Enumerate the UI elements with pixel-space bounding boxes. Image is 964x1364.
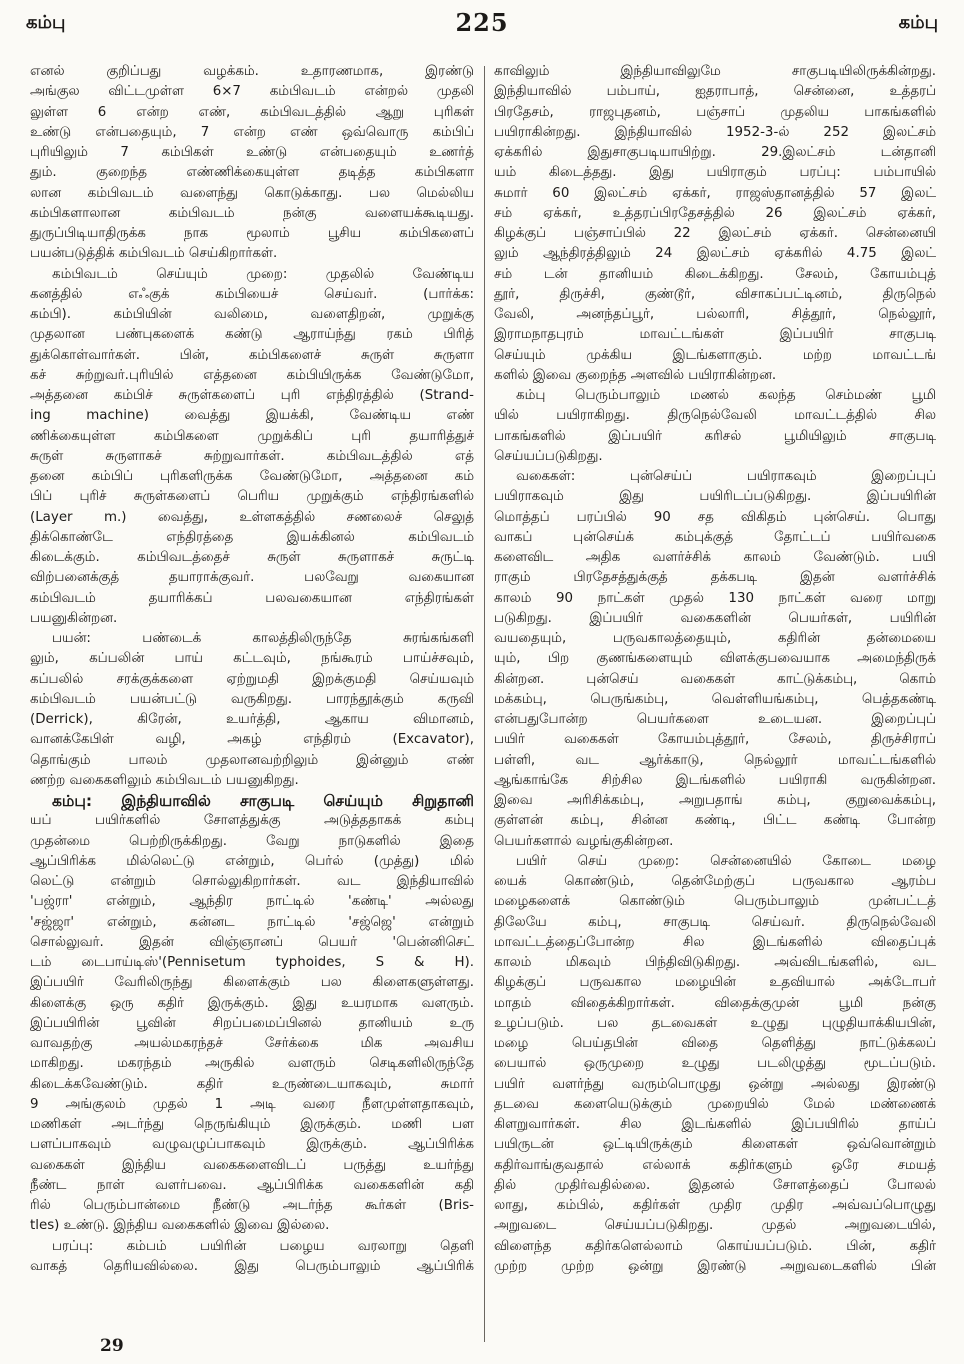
text-line: கிளறுவார்கள். சில இடங்களில் இப்பயிரில் தாய்ப் xyxy=(494,1117,936,1132)
text-line: உழப்படும். பல தடவைகள் உழுது புழுதியாக்கியபின், xyxy=(494,1015,936,1031)
text-line: பாகங்களில் இப்பயிர் கரிசல் பூமியிலும் சாகுபடி xyxy=(494,428,936,444)
running-header xyxy=(26,8,938,42)
text-line: இவை அரிசிக்கம்பு, அறுபதாங் கம்பு, குறுவைக்கம்பு, xyxy=(494,793,936,808)
text-line: 'பஜ்ரா' என்றும், ஆந்திர நாட்டில் 'கண்டி' அல்லது xyxy=(30,894,474,910)
text-line: வகைகள் இந்திய வகைகளைவிடப் பருத்து உயர்ந்து xyxy=(30,1157,474,1173)
text-line: தில் முதிர்வதில்லை. இதனல் சோளத்தைப் போலல் xyxy=(494,1177,936,1193)
text-line: கப்பலில் சரக்குக்களை ஏற்றுமதி இறக்குமதி செய்யவும் xyxy=(30,671,474,687)
text-line: மக்கம்பு, பெருங்கம்பு, வெள்ளியங்கம்பு, பெத்தகண்டி xyxy=(494,691,936,707)
text-line: பிரதேசம், ராஜபுதனம், பஞ்சாப் முதலிய பாகங்களில் xyxy=(494,104,936,120)
text-line: செய்யப்படுகிறது. xyxy=(494,448,603,464)
text-line: கிளைக்கு ஒரு கதிர் இருக்கும். இது உயரமாக வளரும். xyxy=(30,995,474,1011)
text-line: களில் இவை குறைந்த அளவில் பயிராகின்றன. xyxy=(494,367,777,383)
text-line: இப்பயிர் வேரிலிருந்து கிளைக்கும் பல கிளைகளுள்ளது. xyxy=(30,975,474,991)
text-line: ரில் பெரும்பான்மை நீண்டு அடர்ந்த கூர்கள் (Bris- xyxy=(30,1198,474,1213)
page-number: 225 xyxy=(455,8,509,37)
text-line: கம்பிவடம் தயாரிக்கப் பலவகையான எந்திரங்கள் xyxy=(30,590,474,606)
header-right-title: கம்பு xyxy=(898,12,938,33)
text-line: கச் சுற்றுவர்.புரியில் எத்தனை கம்பியிருக்க வேண்டுமோ, xyxy=(30,367,474,383)
text-line: கிடைக்கும். கம்பிவடத்தைச் சுருள் சுருளாகச் சுருட்டி xyxy=(30,550,474,565)
text-line: பரப்பு: கம்பம் பயிரின் பழைய வரலாறு தெளி xyxy=(52,1238,474,1254)
text-line: அங்குல விட்டமுள்ள 6×7 கம்பிவடம் என்றல் முதலி xyxy=(30,84,474,100)
text-line: (Layer m.) வைத்து, உள்ளகத்தில் சணலைச் செலுத் xyxy=(30,509,474,525)
text-line: காவிலும் இந்தியாவிலுமே சாகுபடியிலிருக்கின்றது. xyxy=(494,64,936,79)
right-column xyxy=(494,62,936,1332)
text-line: தும். குறைந்த எண்ணிக்கையுள்ள தடித்த கம்பிகளா xyxy=(30,165,474,181)
text-line: கம்பிவடம் செய்யும் முறை: முதலில் வேண்டிய xyxy=(52,266,474,282)
text-line: காலம் 90 நாட்கள் முதல் 130 நாட்கள் வரை மாறு xyxy=(494,590,936,606)
column-divider xyxy=(484,66,485,1342)
text-line: பள்ளி, வட ஆர்க்காடு, நெல்லூர் மாவட்டங்களில் xyxy=(494,752,936,768)
text-line: லெட்டு என்றும் சொல்லுகிறார்கள். வட இந்தியாவில் xyxy=(30,874,474,889)
text-line: தூர், திருச்சி, குண்டூர், விசாகப்பட்டினம், திருநெல் xyxy=(494,286,936,302)
text-line: வாவதற்கு அயல்மகரந்தச் சேர்க்கை மிக அவசிய xyxy=(30,1036,474,1051)
text-line: ணற்ற வகைகளிலும் கம்பிவடம் பயனுகிறது. xyxy=(30,772,299,788)
text-line: இப்பயிரின் பூவின் சிறப்பமைப்பினல் தானியம் உரு xyxy=(30,1015,474,1031)
text-line: வாகத் தெரியவில்லை. இது பெரும்பாலும் ஆப்பிரிக் xyxy=(30,1258,474,1274)
text-line: ணிக்கையுள்ள கம்பிகளை முறுக்கிப் புரி தயாரித்துச் xyxy=(30,428,474,444)
text-line: அறுவடை செய்யப்படுகிறது. முதல் அறுவடையில், xyxy=(494,1218,936,1234)
text-line: கம்பிவடம் பயன்பட்டு வருகிறது. பாரந்தூக்கும் கருவி xyxy=(30,691,474,707)
text-line: தனை கம்பிப் புரிகளிருக்க வேண்டுமோ, அத்தனை கம் xyxy=(30,469,474,484)
text-line: பயிர் செய் முறை: சென்னையில் கோடை மழை xyxy=(516,853,936,869)
text-line: மாகிறது. மகரந்தம் அருகில் வளரும் செடிகளிலிருந்தே xyxy=(30,1056,474,1072)
text-line: மொத்தப் பரப்பில் 90 சத விகிதம் புன்செய். பொது xyxy=(494,509,936,525)
text-line: ஆங்காங்கே சிற்சில இடங்களில் பயிராகி வருகின்றன. xyxy=(494,772,936,788)
text-line: பையால் ஒருமுறை உழுது படலிழுத்து மூடப்படும். xyxy=(494,1056,936,1072)
text-line: களைவிட அதிக வளர்ச்சிக் காலம் வேண்டும். பயி xyxy=(494,550,936,565)
header-left-title: கம்பு xyxy=(26,12,66,33)
signature-number: 29 xyxy=(100,1336,124,1356)
text-line: திலேயே கம்பு, சாகுபடி செய்வர். திருநெல்வேலி xyxy=(494,914,936,930)
text-line: உண்டு என்பதையும், 7 என்ற எண் ஒவ்வொரு கம்பிப் xyxy=(30,124,474,140)
text-line: இந்தியாவில் பம்பாய், ஐதராபாத், சென்னை, உத்தரப் xyxy=(494,84,936,100)
text-line: (Derrick), கிரேன், உயர்த்தி, ஆகாய விமானம், xyxy=(30,712,474,727)
text-line: லான கம்பிவடம் வளைந்து கொடுக்காது. பல மெல்லிய xyxy=(30,185,474,201)
text-line: ராகும் பிரதேசத்துக்குத் தக்கபடி இதன் வளர்ச்சிக் xyxy=(494,570,936,586)
text-line: கம்பி). கம்பியின் வலிமை, வளைதிறன், முறுக்கு xyxy=(30,307,474,322)
text-line: லும், கப்பலின் பாய் கட்டவும், நங்கூரம் பாய்ச்சவும், xyxy=(30,651,474,667)
left-column xyxy=(30,62,474,1332)
text-line: தடவை களையெடுக்கும் முறையில் மேல் மண்ணைக் xyxy=(494,1096,936,1112)
text-line: பயிராகின்றது. இந்தியாவில் 1952-3-ல் 252 இலட்சம் xyxy=(494,124,936,140)
text-line: மாவட்டத்தைப்போன்ற சில இடங்களில் விதைப்புக் xyxy=(494,934,936,950)
text-line: லும் ஆந்திரத்திலும் 24 இலட்சம் ஏக்கரில் 4.75 இலட் xyxy=(494,246,936,262)
text-line: வாகப் புன்செய்க் கம்புக்குத் தோட்டப் பயிர்வகை xyxy=(494,529,936,545)
text-line: வேலி, அனந்தப்பூர், பல்லாரி, சித்தூர், நெல்லூர், xyxy=(494,307,936,322)
text-line: கதிர்வாங்குவதால் எல்லாக் கதிர்களும் ஒரே சமயத் xyxy=(494,1157,936,1173)
text-line: 9 அங்குலம் முதல் 1 அடி வரை நீளமுள்ளதாகவும், xyxy=(30,1096,474,1112)
text-line: பயன்படுத்திக் கம்பிவடம் செய்கிறார்கள். xyxy=(30,246,278,262)
text-line: அத்தனை கம்பிச் சுருள்களைப் புரி எந்திரத்தில் (Strand- xyxy=(30,388,474,403)
text-line: பெயர்களால் வழங்குகின்றன. xyxy=(494,833,674,849)
text-line: யைக் கொண்டும், தென்மேற்குப் பருவகால ஆரம்ப xyxy=(494,874,936,889)
text-line: வானக்கேபிள் வழி, அகழ் எந்திரம் (Excavator), xyxy=(30,732,474,748)
text-line: tles) உண்டு. இந்திய வகைகளில் இவை இல்லை. xyxy=(30,1218,330,1234)
text-line: யப் பயிர்களில் சோளத்துக்கு அடுத்ததாகக் கம்பு xyxy=(30,813,474,829)
text-line: பளப்பாகவும் வழுவழுப்பாகவும் இருக்கும். ஆப்பிரிக்க xyxy=(30,1137,474,1153)
text-line: துருப்பிடியாதிருக்க நாக மூலாம் பூசிய கம்பிகளைப் xyxy=(30,226,474,241)
text-line: கம்பு: இந்தியாவில் சாகுபடி செய்யும் சிறுதானி xyxy=(52,792,474,810)
text-line: பயிருடன் ஒட்டியிருக்கும் கிளைகள் ஒவ்வொன்றும் xyxy=(494,1137,936,1153)
text-line: யில் பயிராகிறது. திருநெல்வேலி மாவட்டத்தில் சில xyxy=(494,408,936,424)
text-line: லாது, கம்பில், கதிர்கள் முதிர முதிர அவ்வப்பொழுது xyxy=(494,1198,936,1213)
text-line: வயதையும், பருவகாலத்தையும், கதிரின் தன்மையை xyxy=(494,631,936,646)
text-line: முதலான பண்புகளைக் கண்டு ஆராய்ந்து ரகம் பிரித் xyxy=(30,327,474,343)
text-line: புரியிலும் 7 கம்பிகள் உண்டு என்பதையும் உணர்த் xyxy=(30,145,474,160)
text-line: குள்ளன் கம்பு, சின்ன கண்டி, பிட்ட கண்டி போன்ற xyxy=(494,813,936,829)
text-line: சுமார் 60 இலட்சம் ஏக்கர், ராஜஸ்தானத்தில் 57 இலட் xyxy=(494,185,936,201)
text-line: துக்கொள்வார்கள். பின், கம்பிகளைச் சுருள் சுருளா xyxy=(30,347,474,363)
text-line: யம் கிடைத்தது. இது பயிராகும் பரப்பு: பம்பாயில் xyxy=(494,165,936,181)
text-line: கனத்தில் எஃகுக் கம்பியைச் செய்வர். (பார்க்க: xyxy=(30,286,474,302)
text-line: ing machine) வைத்து இயக்கி, வேண்டிய எண் xyxy=(30,408,474,424)
text-line: படுகிறது. இப்பயிர் வகைகளின் பெயர்கள், பயிரின் xyxy=(494,610,936,626)
text-line: டம் டைபாய்டிஸ்'(Pennisetum typhoides, S & H). xyxy=(30,955,474,970)
text-line: பயிர் வகைகள் கோயம்புத்தூர், சேலம், திருச்சிராப் xyxy=(494,732,936,748)
text-line: பிப் புரிச் சுருள்களைப் பெரிய முறுக்கும் எந்திரங்களில் xyxy=(30,489,474,505)
text-line: லுள்ள 6 என்ற எண், கம்பிவடத்தில் ஆறு புரிகள் xyxy=(30,104,474,120)
text-line: சம் டன் தானியம் கிடைக்கிறது. சேலம், கோயம்புத் xyxy=(494,266,936,282)
text-line: கம்பிகளாலான கம்பிவடம் நன்கு வளையக்கூடியது. xyxy=(30,205,474,221)
text-line: மணிகள் அடர்ந்து நெருங்கியும் இருக்கும். மணி பள xyxy=(30,1117,474,1132)
text-line: கிழக்குப் பஞ்சாப்பில் 22 இலட்சம் ஏக்கர். சென்னையி xyxy=(494,226,936,241)
text-line: திக்கொண்டே எந்திரத்தை இயக்கினல் கம்பிவடம் xyxy=(30,529,474,545)
text-line: தொங்கும் பாலம் முதலானவற்றிலும் இன்னும் எண் xyxy=(30,752,474,768)
text-line: பயிராகவும் இது பயிரிடப்படுகிறது. இப்பயிரின் xyxy=(494,489,936,505)
text-line: முற்ற முற்ற ஒன்று இரண்டு அறுவடைகளில் பின் xyxy=(494,1258,936,1274)
text-line: சுருள் சுருளாகச் சுற்றுவார்கள். கம்பிவடத்தில் எத் xyxy=(30,448,474,464)
text-line: எனல் குறிப்பது வழக்கம். உதாரணமாக, இரண்டு xyxy=(30,64,474,79)
text-line: சம் ஏக்கர், உத்தரப்பிரதேசத்தில் 26 இலட்சம் ஏக்கர், xyxy=(494,205,936,221)
text-line: காலம் மிகவும் பிந்திவிடுகிறது. அவ்விடங்களில், வட xyxy=(494,955,936,970)
text-line: நீண்ட நாள் வளர்பவை. ஆப்பிரிக்க வகைகளின் கதி xyxy=(30,1177,474,1193)
text-line: மழை பெய்தபின் விதை தெளித்து நாட்டுக்கலப் xyxy=(494,1036,936,1051)
text-line: சொல்லுவர். இதன் விஞ்ஞானப் பெயர் 'பென்னிசெட் xyxy=(30,934,474,950)
text-line: முதன்மை பெற்றிருக்கிறது. வேறு நாடுகளில் இதை xyxy=(30,833,474,849)
text-line: பயனுகின்றன. xyxy=(30,610,118,626)
text-line: மழைகளைக் கொண்டும் பெரும்பாலும் முன்பட்டத் xyxy=(494,894,936,910)
text-line: வகைகள்: புன்செய்ப் பயிராகவும் இறைப்புப் xyxy=(516,469,936,484)
text-line: கிடைக்கவேண்டும். கதிர் உருண்டையாகவும், சுமார் xyxy=(30,1076,474,1092)
text-line: விற்பனைக்குத் தயாராக்குவர். பலவேறு வகையான xyxy=(30,570,474,586)
text-line: கிழக்குப் பருவகால மழையின் உதவியால் அக்டோபர் xyxy=(494,975,936,991)
text-line: மாதம் விதைக்கிறார்கள். விதைக்குமுன் பூமி நன்கு xyxy=(494,995,936,1011)
text-line: கின்றன. புன்செய் வகைகள் காட்டுக்கம்பு, கொம் xyxy=(494,671,936,687)
text-line: யும், பிற குணங்களையும் விளக்குபவையாக அமைந்திருக் xyxy=(494,651,936,667)
text-line: இராமநாதபுரம் மாவட்டங்கள் இப்பயிர் சாகுபடி xyxy=(494,327,936,343)
text-line: என்பதுபோன்ற பெயர்களை உடையன. இறைப்புப் xyxy=(494,712,936,727)
text-line: விளைந்த கதிர்களெல்லாம் கொய்யப்படும். பின், கதிர் xyxy=(494,1238,936,1254)
text-line: ஏக்கரில் இதுசாகுபடியாயிற்று. 29.இலட்சம் டன்தானி xyxy=(494,145,936,160)
text-line: ஆப்பிரிக்க மில்லெட்டு என்றும், பெர்ல் (முத்து) மில் xyxy=(30,853,474,869)
text-line: செய்யும் முக்கிய இடங்களாகும். மற்ற மாவட்டங் xyxy=(494,347,936,363)
text-line: பயன்: பண்டைக் காலத்திலிருந்தே சுரங்கங்களி xyxy=(52,631,474,646)
text-line: பயிர் வளர்ந்து வரும்பொழுது ஒன்று அல்லது இரண்டு xyxy=(494,1076,936,1092)
text-line: கம்பு பெரும்பாலும் மணல் கலந்த செம்மண் பூமி xyxy=(516,388,936,403)
text-line: 'சஜ்ஜா' என்றும், கன்னட நாட்டில் 'சஜ்ஜெ' என்றும் xyxy=(30,914,474,930)
